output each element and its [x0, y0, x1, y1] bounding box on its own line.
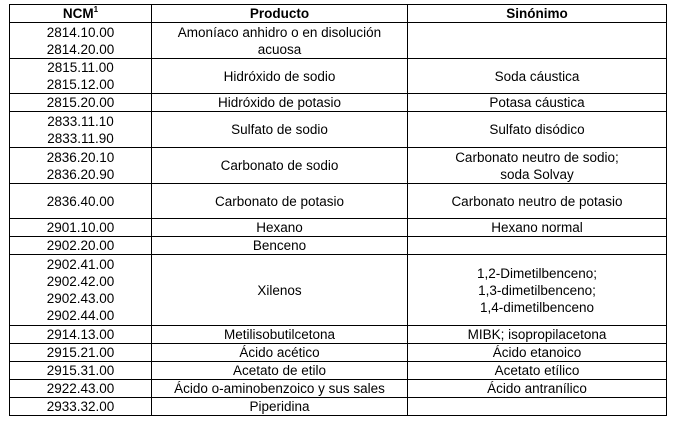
ncm-code: 2901.10.00 [46, 220, 115, 235]
ncm-code: 2836.20.90 [46, 166, 115, 182]
ncm-code: 2902.20.00 [46, 238, 115, 253]
ncm-code: 2922.43.00 [46, 381, 115, 396]
table-row [10, 344, 667, 362]
ncm-code: 2815.11.00 [47, 60, 114, 75]
synonym-cell [408, 112, 667, 148]
synonym-cell [408, 184, 667, 219]
ncm-code-cell [10, 23, 152, 59]
synonym-cell [408, 23, 667, 59]
product-cell: Ácido o-aminobenzoico y sus sales [152, 380, 408, 398]
product-cell: Sulfato de sodio [152, 112, 408, 148]
product-cell: Benceno [152, 237, 408, 255]
ncm-code: 2914.13.00 [46, 327, 115, 342]
synonym-line: Carbonato neutro de potasio [451, 193, 623, 209]
synonym-line: soda Solvay [500, 166, 574, 182]
product-cell: Metilisobutilcetona [152, 326, 408, 344]
synonym-line: 1,4-dimetilbenceno [479, 299, 595, 315]
header-product: Producto [152, 5, 408, 23]
synonym-line: Acetato etílico [494, 363, 580, 378]
synonym-cell [408, 398, 667, 416]
table-row [10, 398, 667, 416]
table-row [10, 219, 667, 237]
ncm-code: 2933.32.00 [46, 399, 115, 414]
header-ncm: NCM$^1$ [10, 5, 152, 23]
synonym-cell [408, 94, 667, 112]
synonym-line: Potasa cáustica [489, 95, 585, 110]
table-row [10, 23, 667, 59]
ncm-code-cell [10, 255, 152, 326]
ncm-code: 2902.43.00 [46, 291, 115, 306]
synonym-line: Sulfato disódico [489, 122, 585, 137]
ncm-code-cell [10, 59, 152, 94]
ncm-code-cell [10, 148, 152, 184]
synonym-cell [408, 362, 667, 380]
ncm-code: 2814.20.00 [46, 41, 115, 57]
product-cell: Ácido acético [152, 344, 408, 362]
table-row [10, 148, 667, 184]
ncm-code: 2902.44.00 [46, 308, 115, 323]
ncm-product-table [9, 4, 667, 416]
table-row [10, 255, 667, 326]
product-cell: Carbonato de potasio [152, 184, 408, 219]
header-row [10, 5, 667, 23]
ncm-code: 2902.42.00 [46, 274, 115, 289]
product-cell: Hexano [152, 219, 408, 237]
ncm-code: 2836.40.00 [46, 193, 115, 209]
product-cell: Amoníaco anhidro o en disolución acuosa [152, 23, 408, 59]
ncm-code-cell [10, 184, 152, 219]
table-row [10, 237, 667, 255]
ncm-code-cell [10, 219, 152, 237]
product-cell: Carbonato de sodio [152, 148, 408, 184]
ncm-code: 2915.21.00 [46, 345, 115, 360]
ncm-code-cell [10, 344, 152, 362]
ncm-code: 2833.11.10 [47, 113, 114, 129]
product-cell: Acetato de etilo [152, 362, 408, 380]
ncm-code-cell [10, 326, 152, 344]
synonym-cell [408, 380, 667, 398]
synonym-line: Ácido antranílico [487, 381, 587, 396]
ncm-code-cell [10, 94, 152, 112]
synonym-line: Carbonato neutro de sodio; [455, 149, 619, 165]
ncm-code: 2833.11.90 [47, 130, 114, 146]
ncm-code-cell [10, 237, 152, 255]
table-row [10, 112, 667, 148]
ncm-code-cell [10, 112, 152, 148]
ncm-code-cell [10, 362, 152, 380]
synonym-cell [408, 148, 667, 184]
ncm-code: 2814.10.00 [46, 24, 115, 40]
product-cell: Hidróxido de potasio [152, 94, 408, 112]
synonym-line: Soda cáustica [494, 68, 580, 84]
product-cell: Hidróxido de sodio [152, 59, 408, 94]
synonym-cell [408, 237, 667, 255]
ncm-code-cell [10, 398, 152, 416]
synonym-line: MIBK; isopropilacetona [467, 327, 607, 342]
synonym-line: 1,3-dimetilbenceno; [478, 282, 596, 298]
synonym-line: 1,2-Dimetilbenceno; [476, 265, 598, 281]
ncm-code: 2902.41.00 [46, 257, 115, 272]
synonym-cell [408, 219, 667, 237]
synonym-cell [408, 344, 667, 362]
ncm-code: 2815.20.00 [46, 95, 115, 110]
header-synonym: Sinónimo [408, 5, 667, 23]
table-row [10, 184, 667, 219]
synonym-cell [408, 255, 667, 326]
ncm-code: 2815.12.00 [46, 77, 115, 92]
ncm-code-cell [10, 380, 152, 398]
synonym-cell [408, 59, 667, 94]
table-row [10, 326, 667, 344]
table-row [10, 94, 667, 112]
synonym-line: Ácido etanoico [492, 345, 582, 360]
table-row [10, 59, 667, 94]
table-row [10, 362, 667, 380]
ncm-code: 2836.20.10 [46, 149, 115, 165]
ncm-code: 2915.31.00 [46, 363, 115, 378]
footnote-marker: 1 [93, 5, 99, 14]
table-row [10, 380, 667, 398]
product-cell: Xilenos [152, 255, 408, 326]
product-cell: Piperidina [152, 398, 408, 416]
synonym-line: Hexano normal [491, 220, 583, 235]
synonym-cell [408, 326, 667, 344]
